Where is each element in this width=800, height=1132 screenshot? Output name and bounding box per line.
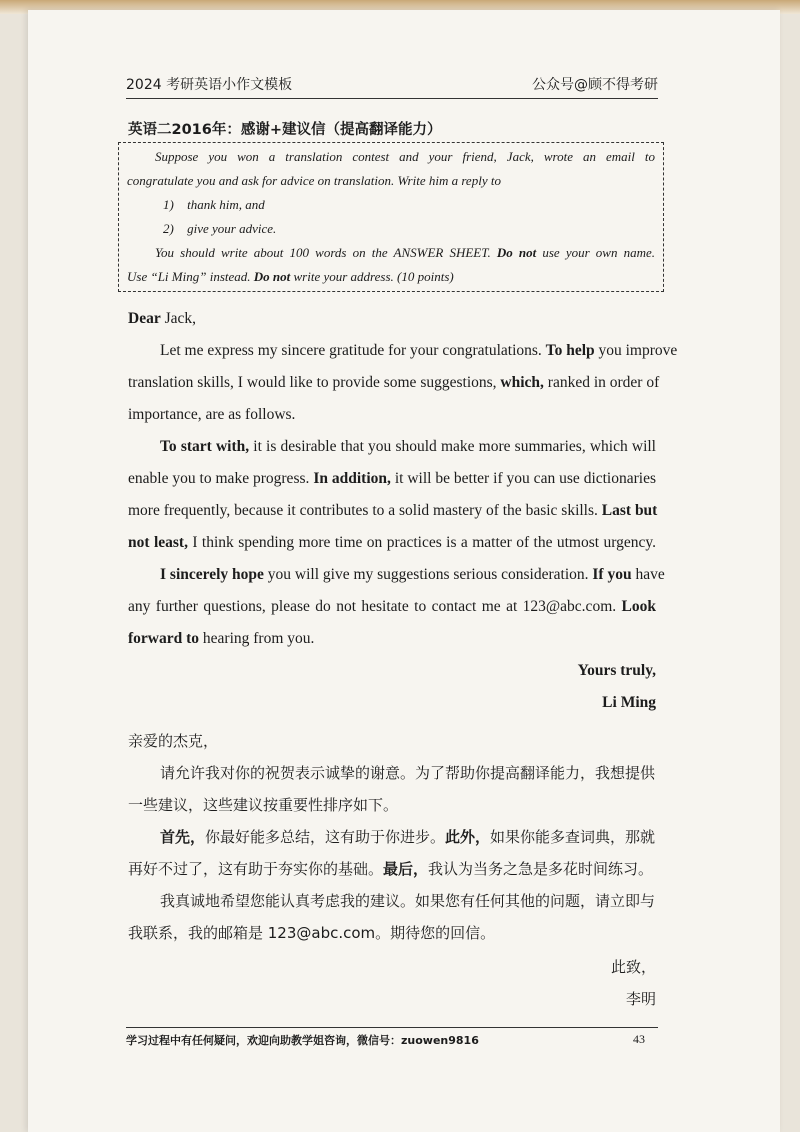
- salutation-bold: Dear: [128, 310, 161, 327]
- salutation-rest: Jack,: [160, 310, 196, 327]
- header-right-text: 公众号@顾不得考研: [532, 77, 658, 93]
- tr-p2-l2-a: 再好不过了，这有助于夯实你的基础。: [128, 860, 384, 878]
- footer-divider: [126, 1027, 658, 1028]
- letter-p2-line-2: [128, 470, 656, 488]
- p3-l1-bold-2: If you: [592, 566, 632, 583]
- tr-p2-l1-d: 如果你能多查词典，那就: [490, 828, 656, 846]
- p3-l1-b: you will give my suggestions serious consideration.: [263, 566, 593, 583]
- letter-p3-line-3: [128, 630, 314, 648]
- p1-l1-c: you improve: [594, 342, 678, 359]
- page-header: [126, 74, 658, 96]
- prompt-item-2-text: give your advice.: [187, 221, 277, 236]
- letter-p2-line-4: [128, 534, 656, 552]
- letter-p3-line-2: [128, 598, 656, 616]
- translation-salutation: 亲爱的杰克，: [128, 732, 219, 750]
- letter-p1-line-3: importance, are as follows.: [128, 406, 296, 423]
- p2-l4-b: I think spending more time on practices is a matter of the utmost urgency.: [187, 534, 656, 551]
- prompt-item-1-number: 1): [163, 197, 174, 212]
- p1-l2-a: translation skills, I would like to provide some suggestions,: [128, 374, 501, 391]
- p3-l2-a: any further questions, please do not hesitate to contact me at 123@abc.com.: [128, 598, 622, 615]
- p3-l3-bold: forward to: [128, 630, 200, 647]
- prompt-line-5: [155, 241, 655, 265]
- prompt-box: [118, 142, 664, 292]
- p3-l3-b: hearing from you.: [199, 630, 315, 647]
- prompt-line-6: [127, 265, 454, 289]
- tr-p2-l2-bold: 最后，: [383, 860, 429, 878]
- translation-p2-line-1: [160, 826, 655, 847]
- letter-p3-line-1: [160, 566, 665, 584]
- footer-text: 学习过程中有任何疑问，欢迎向助教学姐咨询，微信号：zuowen9816: [126, 1034, 479, 1047]
- translation-p1-line-1: 请允许我对你的祝贺表示诚挚的谢意。为了帮助你提高翻译能力，我想提供: [160, 764, 656, 782]
- letter-closing: Yours truly,: [577, 662, 656, 679]
- prompt-line-5-c: use your own name.: [536, 245, 655, 260]
- prompt-item-2-number: 2): [163, 221, 174, 236]
- translation-p3-line-1: 我真诚地希望您能认真考虑我的建议。如果您有任何其他的问题，请立即与: [160, 892, 656, 910]
- prompt-line-6-a: Use “Li Ming” instead.: [127, 269, 254, 284]
- page-number: 43: [633, 1032, 645, 1046]
- p1-l2-bold: which,: [500, 374, 544, 391]
- p2-l1-bold: To start with,: [160, 438, 250, 455]
- section-title: 英语二2016年：感谢+建议信（提高翻译能力）: [128, 122, 442, 138]
- prompt-line-5-a: You should write about 100 words on the ANSWER SHEET.: [155, 245, 497, 260]
- header-divider: [126, 98, 658, 99]
- letter-salutation: [128, 310, 196, 328]
- prompt-line-6-c: write your address. (10 points): [290, 269, 454, 284]
- header-left-text: 2024 考研英语小作文模板: [126, 77, 293, 93]
- translation-p1-line-2: 一些建议，这些建议按重要性排序如下。: [128, 796, 399, 814]
- letter-p1-line-1: [160, 342, 678, 360]
- prompt-line-2: congratulate you and ask for advice on translation. Write him a reply to: [127, 173, 501, 188]
- p3-l2-bold: Look: [621, 598, 656, 615]
- p1-l1-a: Let me express my sincere gratitude for your congratulations.: [160, 342, 546, 359]
- prompt-item-2: [163, 217, 276, 241]
- p2-l2-bold: In addition,: [313, 470, 391, 487]
- letter-p2-line-3: [128, 502, 656, 520]
- tr-p2-l1-b: 你最好能多总结，这有助于你进步。: [205, 828, 446, 846]
- p2-l2-c: it will be better if you can use dictionaries: [390, 470, 657, 487]
- letter-p1-line-2: [128, 374, 660, 392]
- translation-signature: 李明: [625, 990, 656, 1008]
- translation-closing: 此致，: [610, 958, 656, 976]
- tr-p2-l1-bold: 首先，: [160, 828, 206, 846]
- p1-l1-bold: To help: [545, 342, 595, 359]
- translation-p3-line-2: 我联系，我的邮箱是 123@abc.com。期待您的回信。: [128, 924, 496, 942]
- prompt-line-6-bold: Do not: [253, 269, 291, 284]
- tr-p2-l2-c: 我认为当务之急是多花时间练习。: [428, 860, 654, 878]
- prompt-item-1: [163, 193, 265, 217]
- p2-l3-bold: Last but: [601, 502, 658, 519]
- p2-l2-a: enable you to make progress.: [128, 470, 314, 487]
- prompt-line-5-bold: Do not: [496, 245, 537, 260]
- prompt-line-1: Suppose you won a translation contest and your friend, Jack, wrote an email to: [155, 149, 655, 164]
- p2-l1-b: it is desirable that you should make more summaries, which will: [249, 438, 656, 455]
- prompt-item-1-text: thank him, and: [187, 197, 265, 212]
- letter-signature: Li Ming: [602, 694, 656, 711]
- letter-p2-line-1: [160, 438, 656, 456]
- p1-l2-c: ranked in order of: [543, 374, 660, 391]
- tr-p2-l1-bold-2: 此外，: [445, 828, 491, 846]
- p2-l3-a: more frequently, because it contributes to a solid mastery of the basic skills.: [128, 502, 602, 519]
- p2-l4-bold: not least,: [128, 534, 188, 551]
- translation-p2-line-2: [128, 858, 653, 879]
- p3-l1-bold: I sincerely hope: [160, 566, 264, 583]
- p3-l1-d: have: [631, 566, 665, 583]
